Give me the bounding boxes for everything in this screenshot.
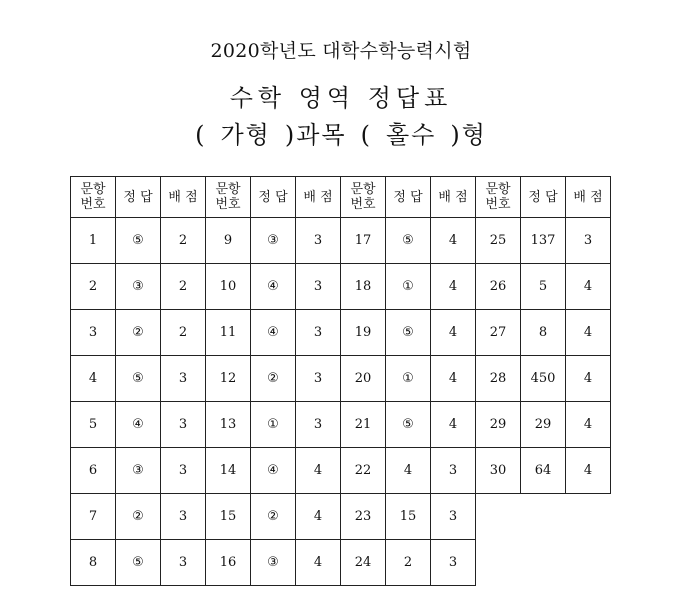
- answer-cell: 64: [521, 448, 566, 494]
- answer-cell: ⑤: [116, 540, 161, 586]
- answer-cell: ⑤: [386, 402, 431, 448]
- points-cell: 2: [161, 310, 206, 356]
- empty-cell: [566, 540, 611, 586]
- answer-cell: ⑤: [386, 310, 431, 356]
- answer-cell: ①: [251, 402, 296, 448]
- question-number: 14: [206, 448, 251, 494]
- points-cell: 3: [296, 310, 341, 356]
- points-cell: 4: [296, 494, 341, 540]
- parity-suffix: 형: [461, 121, 487, 149]
- points-cell: 2: [161, 264, 206, 310]
- points-cell: 3: [431, 540, 476, 586]
- points-cell: 3: [161, 540, 206, 586]
- question-number: 2: [71, 264, 116, 310]
- points-cell: 3: [431, 494, 476, 540]
- question-number: 28: [476, 356, 521, 402]
- question-number: 1: [71, 218, 116, 264]
- table-row: [71, 448, 611, 494]
- points-cell: 2: [161, 218, 206, 264]
- question-number: 11: [206, 310, 251, 356]
- answer-cell: 5: [521, 264, 566, 310]
- exam-parity: 홀수: [385, 121, 437, 149]
- question-number: 16: [206, 540, 251, 586]
- table-row: [71, 494, 611, 540]
- section-title: 수학 영역 정답표: [229, 84, 453, 112]
- points-cell: 4: [296, 540, 341, 586]
- header-answer: 정 답: [386, 177, 431, 218]
- question-number: 23: [341, 494, 386, 540]
- subject-word: 과목: [296, 121, 347, 149]
- points-cell: 3: [161, 448, 206, 494]
- points-cell: 4: [566, 448, 611, 494]
- question-number: 6: [71, 448, 116, 494]
- header-points: 배 점: [566, 177, 611, 218]
- table-row: [71, 402, 611, 448]
- table-row: [71, 356, 611, 402]
- points-cell: 4: [431, 264, 476, 310]
- question-number: 18: [341, 264, 386, 310]
- question-number: 4: [71, 356, 116, 402]
- table-row: [71, 218, 611, 264]
- empty-cell: [566, 494, 611, 540]
- empty-cell: [521, 494, 566, 540]
- answer-cell: 137: [521, 218, 566, 264]
- question-number: 27: [476, 310, 521, 356]
- answer-cell: ④: [251, 264, 296, 310]
- points-cell: 4: [431, 356, 476, 402]
- question-number: 17: [341, 218, 386, 264]
- answer-cell: ③: [116, 448, 161, 494]
- points-cell: 4: [431, 218, 476, 264]
- exam-type: 가형: [220, 121, 271, 149]
- answer-cell: ②: [251, 356, 296, 402]
- table-row: [71, 310, 611, 356]
- points-cell: 4: [566, 402, 611, 448]
- answer-cell: ③: [116, 264, 161, 310]
- answer-table: [70, 176, 611, 586]
- question-number: 29: [476, 402, 521, 448]
- empty-cell: [521, 540, 566, 586]
- header-points: 배 점: [296, 177, 341, 218]
- question-number: 8: [71, 540, 116, 586]
- points-cell: 3: [296, 218, 341, 264]
- answer-cell: ④: [251, 448, 296, 494]
- question-number: 21: [341, 402, 386, 448]
- question-number: 9: [206, 218, 251, 264]
- points-cell: 4: [566, 356, 611, 402]
- question-number: 20: [341, 356, 386, 402]
- answer-cell: ②: [116, 310, 161, 356]
- question-number: 12: [206, 356, 251, 402]
- table-row: [71, 540, 611, 586]
- answer-cell: 8: [521, 310, 566, 356]
- question-number: 24: [341, 540, 386, 586]
- points-cell: 4: [431, 310, 476, 356]
- question-number: 10: [206, 264, 251, 310]
- header-answer: 정 답: [251, 177, 296, 218]
- type-title: [0, 115, 682, 150]
- answer-cell: ②: [116, 494, 161, 540]
- question-number: 22: [341, 448, 386, 494]
- header-points: 배 점: [431, 177, 476, 218]
- empty-cell: [476, 494, 521, 540]
- question-number: 30: [476, 448, 521, 494]
- question-number: 7: [71, 494, 116, 540]
- points-cell: 4: [296, 448, 341, 494]
- points-cell: 4: [566, 310, 611, 356]
- answer-cell: ④: [116, 402, 161, 448]
- points-cell: 3: [161, 402, 206, 448]
- points-cell: 4: [566, 264, 611, 310]
- answer-cell: ⑤: [116, 218, 161, 264]
- points-cell: 3: [431, 448, 476, 494]
- answer-cell: ⑤: [386, 218, 431, 264]
- header-number: 문항 번호: [71, 177, 116, 218]
- answer-cell: ①: [386, 264, 431, 310]
- type-paren-close: ): [284, 121, 297, 149]
- type-paren-open: (: [195, 121, 207, 149]
- points-cell: 3: [161, 356, 206, 402]
- points-cell: 3: [296, 356, 341, 402]
- answer-cell: 15: [386, 494, 431, 540]
- answer-cell: ②: [251, 494, 296, 540]
- answer-cell: ④: [251, 310, 296, 356]
- answer-cell: ③: [251, 218, 296, 264]
- exam-title: 2020학년도 대학수학능력시험: [210, 40, 472, 62]
- header-answer: 정 답: [116, 177, 161, 218]
- points-cell: 3: [161, 494, 206, 540]
- question-number: 25: [476, 218, 521, 264]
- parity-paren-close: ): [450, 121, 462, 149]
- points-cell: 4: [431, 402, 476, 448]
- answer-cell: 4: [386, 448, 431, 494]
- header-answer: 정 답: [521, 177, 566, 218]
- question-number: 15: [206, 494, 251, 540]
- answer-cell: ①: [386, 356, 431, 402]
- table-row: [71, 264, 611, 310]
- header-number: 문항 번호: [476, 177, 521, 218]
- points-cell: 3: [296, 402, 341, 448]
- question-number: 13: [206, 402, 251, 448]
- empty-cell: [476, 540, 521, 586]
- answer-cell: ③: [251, 540, 296, 586]
- parity-paren-open: (: [360, 121, 372, 149]
- header-number: 문항 번호: [341, 177, 386, 218]
- answer-cell: ⑤: [116, 356, 161, 402]
- answer-cell: 29: [521, 402, 566, 448]
- points-cell: 3: [566, 218, 611, 264]
- question-number: 19: [341, 310, 386, 356]
- header-points: 배 점: [161, 177, 206, 218]
- points-cell: 3: [296, 264, 341, 310]
- answer-cell: 450: [521, 356, 566, 402]
- question-number: 3: [71, 310, 116, 356]
- table-header-row: [71, 177, 611, 218]
- question-number: 5: [71, 402, 116, 448]
- header-number: 문항 번호: [206, 177, 251, 218]
- answer-cell: 2: [386, 540, 431, 586]
- question-number: 26: [476, 264, 521, 310]
